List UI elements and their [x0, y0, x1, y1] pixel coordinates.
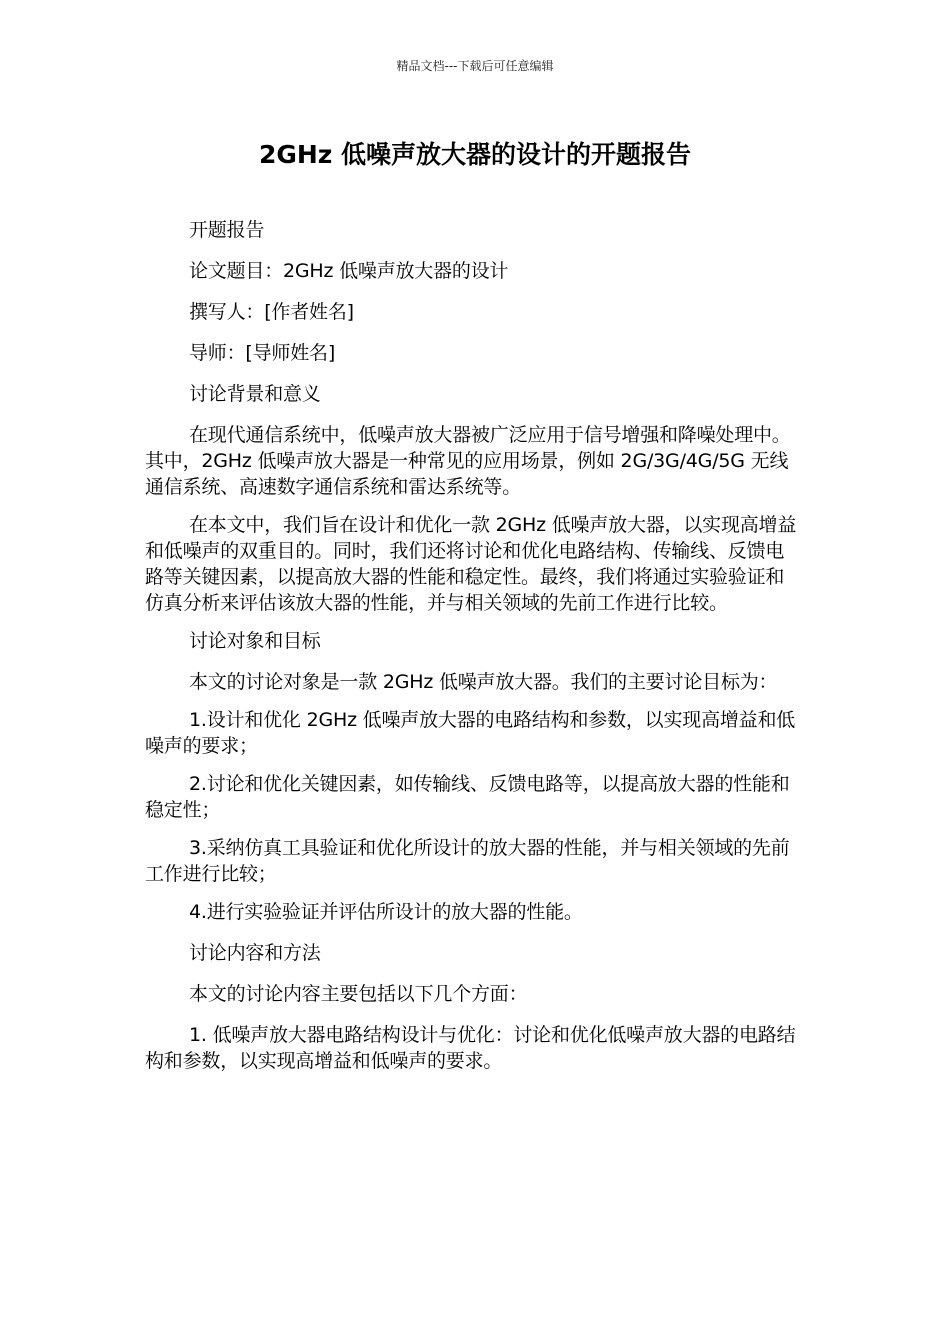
paragraph-background-1: 在现代通信系统中，低噪声放大器被广泛应用于信号增强和降噪处理中。其中，2GHz 低噪声放大器是一种常见的应用场景，例如 2G/3G/4G/5G 无线通信系统、高速数字通信系统和雷达系统等。 [145, 424, 791, 498]
paragraph-background-2: 在本文中，我们旨在设计和优化一款 2GHz 低噪声放大器，以实现高增益和低噪声的双重目的。同时，我们还将讨论和优化电路结构、传输线、反馈电路等关键因素，以提高放大器的性能和稳定性。最终，我们将通过实验验证和仿真分析来评估该放大器的性能，并与相关领域的先前工作进行比较。 [145, 514, 797, 614]
section-heading-methods: 讨论内容和方法 [189, 942, 321, 964]
paragraph-advisor: 导师：[导师姓名] [189, 342, 336, 364]
list-item-method-1: 1. 低噪声放大器电路结构设计与优化：讨论和优化低噪声放大器的电路结构和参数，以实现高增益和低噪声的要求。 [145, 1024, 796, 1072]
document-body [145, 217, 800, 1086]
document-title: 2GHz 低噪声放大器的设计的开题报告 [258, 140, 692, 169]
paragraph-methods-intro: 本文的讨论内容主要包括以下几个方面： [189, 983, 528, 1005]
paragraph-author: 撰写人：[作者姓名] [189, 301, 354, 323]
paragraph-objectives-intro: 本文的讨论对象是一款 2GHz 低噪声放大器。我们的主要讨论目标为： [189, 671, 778, 693]
paragraph-report-label: 开题报告 [189, 219, 265, 241]
list-item-objective-3: 3.采纳仿真工具验证和优化所设计的放大器的性能，并与相关领域的先前工作进行比较； [145, 837, 790, 885]
section-heading-background: 讨论背景和意义 [189, 383, 321, 405]
section-heading-objectives: 讨论对象和目标 [189, 630, 321, 652]
list-item-objective-2: 2.讨论和优化关键因素，如传输线、反馈电路等，以提高放大器的性能和稳定性； [145, 773, 790, 821]
header-note: 精品文档---下载后可任意编辑 [396, 59, 554, 73]
list-item-objective-4: 4.进行实验验证并评估所设计的放大器的性能。 [189, 901, 583, 923]
paragraph-thesis-title: 论文题目：2GHz 低噪声放大器的设计 [189, 260, 509, 282]
list-item-objective-1: 1.设计和优化 2GHz 低噪声放大器的电路结构和参数，以实现高增益和低噪声的要求； [145, 709, 796, 757]
